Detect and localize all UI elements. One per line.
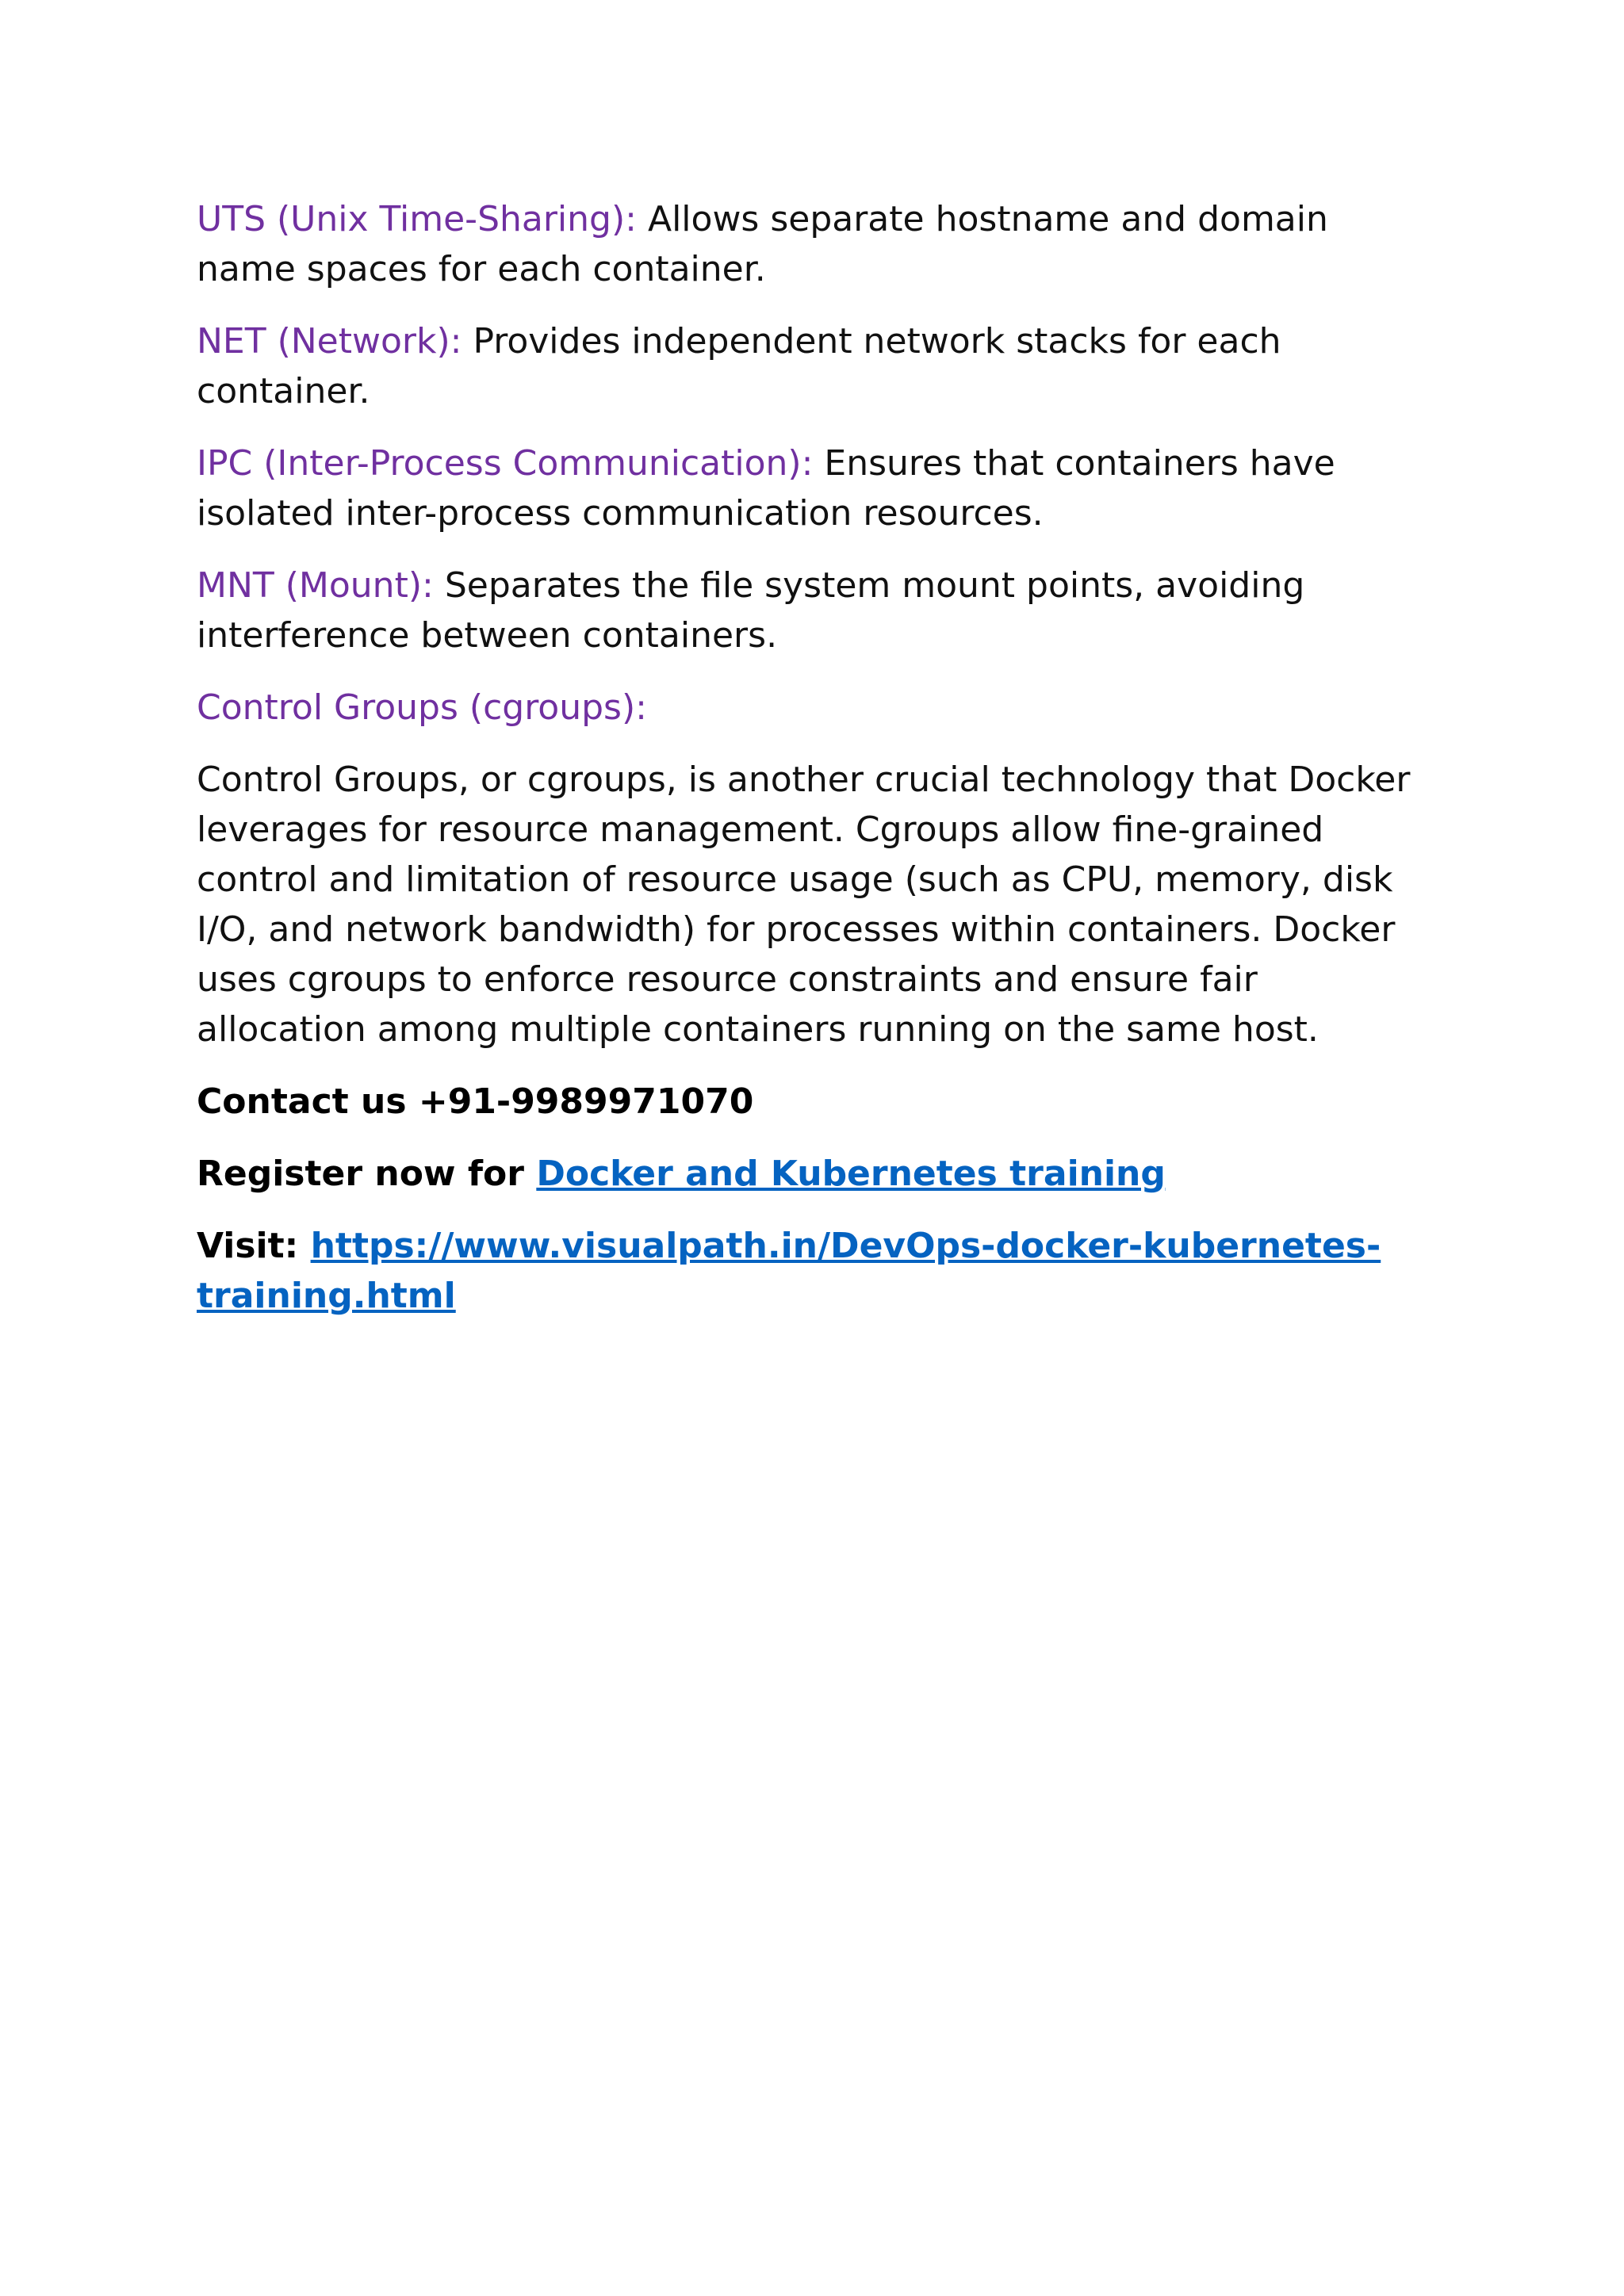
namespace-description: Ensures that containers have isolated inter-process communication resources. <box>197 443 1335 534</box>
namespace-net <box>197 316 1434 416</box>
namespace-description: Allows separate hostname and domain name spaces for each container. <box>197 199 1328 289</box>
namespace-description: Provides independent network stacks for each container. <box>197 321 1281 411</box>
register-prefix: Register now for <box>197 1154 524 1194</box>
namespace-term: MNT (Mount): <box>197 565 434 606</box>
cgroups-heading: Control Groups (cgroups): <box>197 687 647 728</box>
website-link[interactable]: https://www.visualpath.in/DevOps-docker-kubernetes-training.html <box>197 1226 1381 1316</box>
training-link[interactable]: Docker and Kubernetes training <box>536 1154 1166 1194</box>
namespace-term: IPC (Inter-Process Communication): <box>197 443 814 484</box>
document-body <box>197 194 1434 1343</box>
contact-line: Contact us +91-9989971070 <box>197 1081 754 1122</box>
namespace-ipc <box>197 438 1434 538</box>
namespace-uts <box>197 194 1434 294</box>
namespace-mnt <box>197 561 1434 660</box>
visit-prefix: Visit: <box>197 1226 299 1266</box>
visit-line <box>197 1221 1434 1321</box>
namespace-term: UTS (Unix Time-Sharing): <box>197 199 637 239</box>
namespace-description: Separates the file system mount points, avoiding interference between containers. <box>197 565 1305 656</box>
cgroups-paragraph: Control Groups, or cgroups, is another crucial technology that Docker leverages for resource management. Cgroups allow fine-grained control and limitation of resource usage (such as CPU, memory, disk I/O, and network bandwidth) for processes within containers. Docker uses cgroups to enforce resource constraints and ensure fair allocation among multiple containers running on the same host. <box>197 760 1411 1050</box>
namespace-term: NET (Network): <box>197 321 462 362</box>
register-line <box>197 1149 1434 1199</box>
